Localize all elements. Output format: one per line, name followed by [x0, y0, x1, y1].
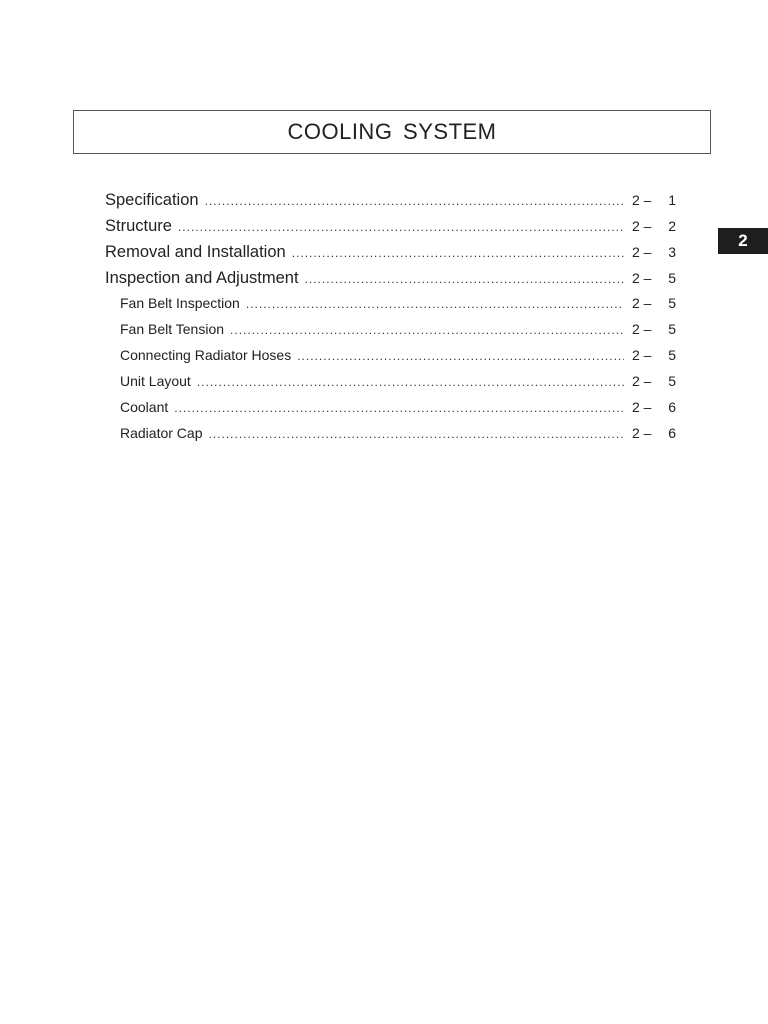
dot-leader	[246, 297, 624, 311]
toc-chapter: 2 –	[632, 425, 652, 441]
toc-entry-radiator-cap[interactable]	[105, 425, 676, 451]
toc-entry-coolant[interactable]	[105, 399, 676, 425]
toc-page-ref	[632, 270, 676, 286]
toc-entry-unit-layout[interactable]	[105, 373, 676, 399]
toc-chapter: 2 –	[632, 373, 652, 389]
dot-leader	[292, 246, 624, 260]
toc-entry-fan-belt-inspection[interactable]	[105, 295, 676, 321]
title-box	[73, 110, 711, 154]
toc-page-ref	[632, 244, 676, 260]
toc-entry-label: Structure	[105, 217, 172, 235]
toc-chapter: 2 –	[632, 270, 652, 286]
toc-chapter: 2 –	[632, 218, 652, 234]
toc-page-number: 5	[668, 321, 676, 337]
toc-entry-label: Radiator Cap	[120, 425, 203, 441]
dot-leader	[197, 375, 624, 389]
toc-page-number: 3	[668, 244, 676, 260]
toc-entry-specification[interactable]	[105, 191, 676, 217]
dot-leader	[178, 220, 624, 234]
dot-leader	[305, 272, 624, 286]
toc-entry-label: Fan Belt Tension	[120, 321, 225, 337]
toc-entry-label: Fan Belt Inspection	[120, 295, 240, 311]
toc-chapter: 2 –	[632, 295, 652, 311]
dot-leader	[230, 323, 624, 337]
toc-entry-label: Coolant	[120, 399, 169, 415]
toc-page-ref	[632, 425, 676, 441]
toc-entry-connecting-radiator-hoses[interactable]	[105, 347, 676, 373]
toc-page-ref	[632, 399, 676, 415]
toc-page-number: 1	[668, 192, 676, 208]
toc-chapter: 2 –	[632, 192, 652, 208]
toc-chapter: 2 –	[632, 347, 652, 363]
toc-page-ref	[632, 321, 676, 337]
toc-page-number: 5	[668, 373, 676, 389]
dot-leader	[174, 401, 624, 415]
toc-entry-label: Inspection and Adjustment	[105, 269, 299, 287]
dot-leader	[297, 349, 624, 363]
toc-page-number: 5	[668, 347, 676, 363]
toc-page-number: 2	[668, 218, 676, 234]
toc-page-number: 6	[668, 399, 676, 415]
toc-page-ref	[632, 218, 676, 234]
toc-page-number: 5	[668, 270, 676, 286]
toc-chapter: 2 –	[632, 321, 652, 337]
toc-chapter: 2 –	[632, 399, 652, 415]
table-of-contents	[105, 191, 676, 451]
section-tab: 2	[718, 228, 768, 254]
toc-entry-fan-belt-tension[interactable]	[105, 321, 676, 347]
toc-entry-inspection-and-adjustment[interactable]	[105, 269, 676, 295]
toc-page-ref	[632, 373, 676, 389]
toc-page-ref	[632, 347, 676, 363]
toc-entry-removal-and-installation[interactable]	[105, 243, 676, 269]
toc-entry-label: Connecting Radiator Hoses	[120, 347, 292, 363]
toc-chapter: 2 –	[632, 244, 652, 260]
page-title: COOLING SYSTEM	[287, 119, 497, 144]
toc-entry-label: Specification	[105, 191, 199, 209]
toc-entry-structure[interactable]	[105, 217, 676, 243]
toc-page-ref	[632, 192, 676, 208]
toc-page-number: 5	[668, 295, 676, 311]
toc-page-ref	[632, 295, 676, 311]
dot-leader	[209, 427, 625, 441]
toc-entry-label: Removal and Installation	[105, 243, 286, 261]
dot-leader	[205, 194, 624, 208]
toc-entry-label: Unit Layout	[120, 373, 191, 389]
toc-page-number: 6	[668, 425, 676, 441]
